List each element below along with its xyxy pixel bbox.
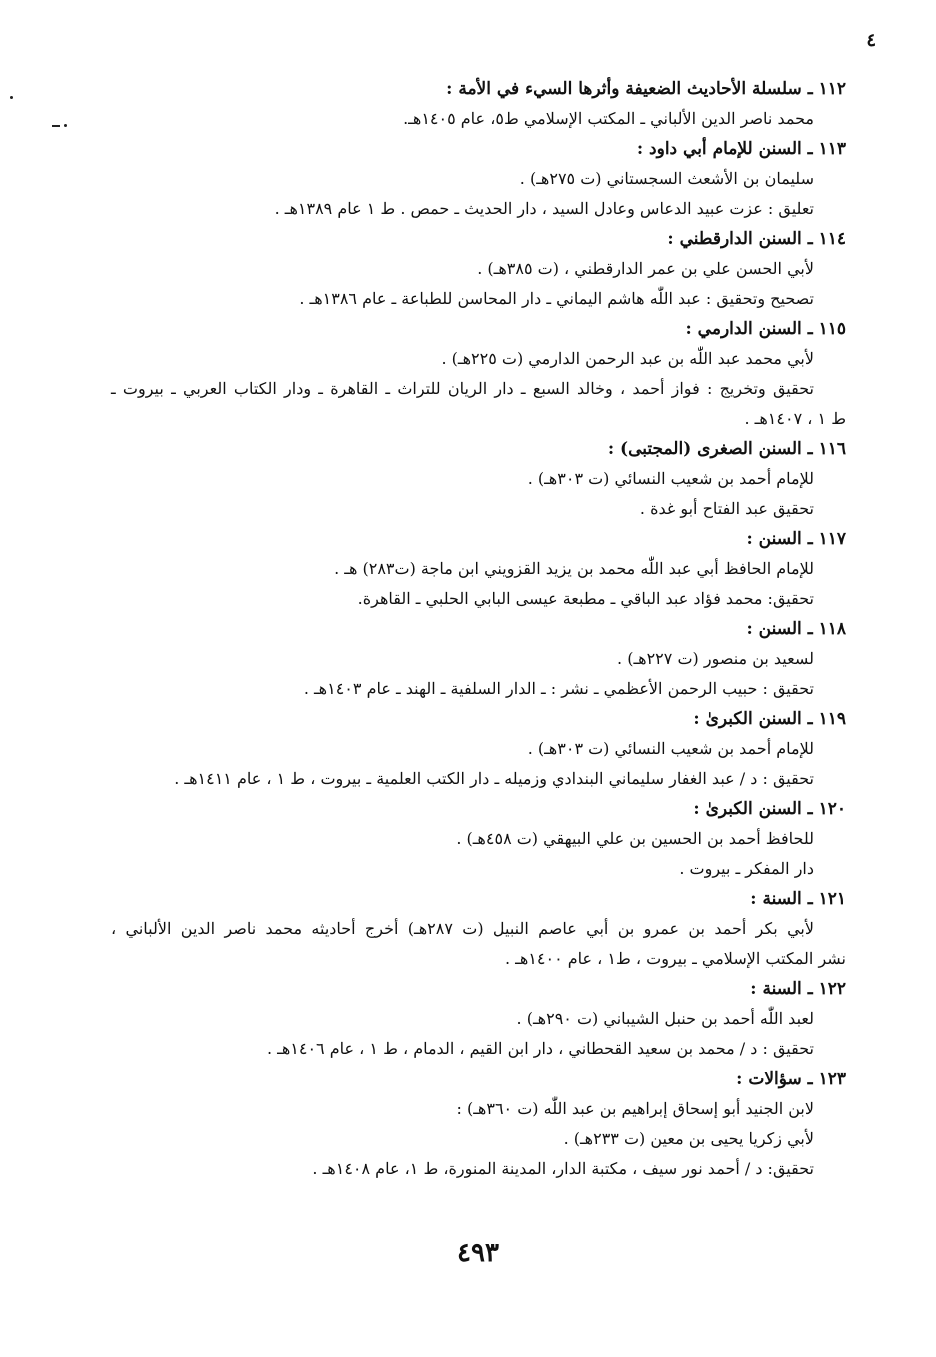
- bibliography-entry: [111, 134, 846, 224]
- page-number: ٤٩٣: [457, 1238, 499, 1268]
- bibliography-entry: [111, 524, 846, 614]
- entry-line: تحقيق: محمد فؤاد عبد الباقي ـ مطبعة عيسى البابي الحلبي ـ القاهرة.: [357, 589, 814, 608]
- bibliography-entry: [111, 704, 846, 794]
- stray-dash: [52, 125, 60, 127]
- bibliography-entry: [111, 884, 846, 974]
- entry-line: تحقيق : د / محمد بن سعيد القحطاني ، دار ابن القيم ، الدمام ، ط ١ ، عام ١٤٠٦هـ .: [266, 1039, 814, 1058]
- entry-line: تحقيق: د / أحمد نور سيف ، مكتبة الدار، المدينة المنورة، ط ١، عام ١٤٠٨هـ .: [312, 1159, 814, 1178]
- bibliography-entry: [111, 434, 846, 524]
- entry-heading: ١٢٣ ـ سؤالات :: [736, 1069, 846, 1089]
- entry-line: للإمام الحافظ أبي عبد اللّٰه محمد بن يزيد القزويني ابن ماجة (ت٢٨٣) هـ .: [334, 559, 814, 578]
- bibliography-entry: [111, 794, 846, 884]
- entry-line: للإمام أحمد بن شعيب النسائي (ت ٣٠٣هـ) .: [527, 739, 814, 758]
- entry-line: لابن الجنيد أبو إسحاق إبراهيم بن عبد اللّٰه (ت ٣٦٠هـ) :: [456, 1099, 814, 1118]
- bibliography-entry: [111, 614, 846, 704]
- entry-line: للحافظ أحمد بن الحسين بن علي البيهقي (ت ٤٥٨هـ) .: [456, 829, 814, 848]
- entry-line: تصحيح وتحقيق : عبد اللّٰه هاشم اليماني ـ دار المحاسن للطباعة ـ عام ١٣٨٦هـ .: [299, 289, 814, 308]
- entry-line: تحقيق : حبيب الرحمن الأعظمي ـ نشر : ـ الدار السلفية ـ الهند ـ عام ١٤٠٣هـ .: [303, 679, 814, 698]
- entry-heading: ١١٩ ـ السنن الكبرىٰ :: [693, 709, 846, 729]
- entry-line: للإمام أحمد بن شعيب النسائي (ت ٣٠٣هـ) .: [527, 469, 814, 488]
- entry-line: لأبي زكريا يحيى بن معين (ت ٢٣٣هـ) .: [563, 1129, 814, 1148]
- entry-heading: ١١٧ ـ السنن :: [746, 529, 846, 549]
- entry-heading: ١١٦ ـ السنن الصغرى (المجتبى) :: [607, 439, 846, 459]
- stray-dot: [10, 96, 13, 99]
- entry-line: لأبي محمد عبد اللّٰه بن عبد الرحمن الدارمي (ت ٢٢٥هـ) .: [441, 349, 814, 368]
- entry-line: محمد ناصر الدين الألباني ـ المكتب الإسلامي ط٥، عام ١٤٠٥هـ.: [403, 109, 814, 128]
- corner-mark: ٤: [866, 30, 876, 51]
- bibliography-entry: [111, 1064, 846, 1184]
- entry-line: دار المفكر ـ بيروت .: [679, 859, 814, 878]
- bibliography-entry: [111, 974, 846, 1064]
- entry-heading: ١٢٠ ـ السنن الكبرىٰ :: [693, 799, 846, 819]
- bibliography-list: [111, 74, 846, 1184]
- entry-line: سليمان بن الأشعث السجستاني (ت ٢٧٥هـ) .: [519, 169, 814, 188]
- bibliography-entry: [111, 314, 846, 434]
- entry-line: تحقيق عبد الفتاح أبو غدة .: [639, 499, 814, 518]
- entry-line: تعليق : عزت عبيد الدعاس وعادل السيد ، دار الحديث ـ حمص . ط ١ عام ١٣٨٩هـ .: [274, 199, 814, 218]
- entry-line: تحقيق وتخريج : فواز أحمد ، وخالد السبع ـ دار الريان للتراث ـ القاهرة ـ ودار الكتاب العربي ـ بيروت ـ: [111, 379, 814, 398]
- entry-line: نشر المكتب الإسلامي ـ بيروت ، ط١ ، عام ١٤٠٠هـ .: [504, 949, 846, 968]
- bibliography-entry: [111, 224, 846, 314]
- entry-line: تحقيق : د / عبد الغفار سليماني البندادي وزميله ـ دار الكتب العلمية ـ بيروت ، ط ١ ، عام ١٤١١هـ .: [174, 769, 814, 788]
- entry-line: لسعيد بن منصور (ت ٢٢٧هـ) .: [617, 649, 814, 668]
- entry-line: لعبد اللّٰه أحمد بن حنبل الشيباني (ت ٢٩٠هـ) .: [516, 1009, 814, 1028]
- entry-heading: ١١٢ ـ سلسلة الأحاديث الضعيفة وأثرها السيء في الأمة :: [446, 79, 846, 99]
- entry-heading: ١٢٢ ـ السنة :: [750, 979, 846, 999]
- entry-line: ط ١ ، ١٤٠٧هـ .: [744, 409, 846, 428]
- entry-heading: ١١٣ ـ السنن للإمام أبي داود :: [636, 139, 846, 159]
- bibliography-entry: [111, 74, 846, 134]
- stray-dot: [64, 124, 67, 127]
- entry-heading: ١١٥ ـ السنن الدارمي :: [685, 319, 846, 339]
- entry-line: لأبي بكر أحمد بن عمرو بن أبي عاصم النبيل (ت ٢٨٧هـ) أخرج أحاديثه محمد ناصر الدين الألباني ،: [111, 919, 815, 938]
- entry-heading: ١٢١ ـ السنة :: [750, 889, 846, 909]
- entry-heading: ١١٨ ـ السنن :: [746, 619, 846, 639]
- entry-heading: ١١٤ ـ السنن الدارقطني :: [667, 229, 846, 249]
- entry-line: لأبي الحسن علي بن عمر الدارقطني ، (ت ٣٨٥هـ) .: [477, 259, 814, 278]
